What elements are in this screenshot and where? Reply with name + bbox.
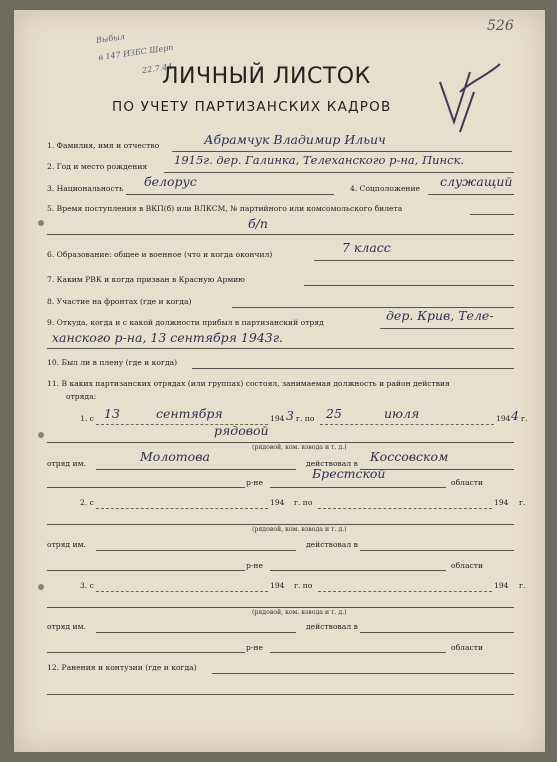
block-2-year-to: 194 xyxy=(494,498,509,507)
corner-note-line-3: 22.7.44 xyxy=(141,61,174,76)
block-1-oblast-value: Брестской xyxy=(312,466,386,481)
block-1-deistv-value: Коссовском xyxy=(370,449,449,464)
block-1-month-from: сентября xyxy=(156,406,223,421)
field-4-label: 4. Соцположение xyxy=(350,184,421,193)
field-3-value: белорус xyxy=(144,174,197,189)
block-3-deistv-label: действовал в xyxy=(306,622,358,631)
punch-hole xyxy=(38,432,44,438)
block-1-hint: (рядовой, ком. взвода и т. д.) xyxy=(252,444,347,451)
block-1-otryad-value: Молотова xyxy=(140,449,210,464)
field-6-label: 6. Образование: общее и военное (что и когда окончил) xyxy=(47,250,273,259)
field-1-value: Абрамчук Владимир Ильич xyxy=(204,132,386,147)
block-1-day-from: 13 xyxy=(104,406,120,421)
field-12-label: 12. Ранения и контузии (где и когда) xyxy=(47,663,197,672)
field-10-label: 10. Был ли в плену (где и когда) xyxy=(47,358,178,367)
page-number: 526 xyxy=(487,18,514,34)
document-page xyxy=(14,10,545,752)
corner-note-line-2: в 147 ИЗБС Шерп xyxy=(97,42,174,63)
field-6-value: 7 класс xyxy=(342,240,391,255)
block-2-index: 2. с xyxy=(80,498,94,507)
field-5-value: б/п xyxy=(248,216,268,231)
block-1-year-from-digit: 3 xyxy=(286,408,294,423)
page-title: ЛИЧНЫЙ ЛИСТОК xyxy=(162,64,371,89)
block-2-year-suffix: г. xyxy=(519,498,526,507)
punch-hole xyxy=(38,584,44,590)
block-2-hint: (рядовой, ком. взвода и т. д.) xyxy=(252,526,347,533)
corner-note-line-1: Выбыл xyxy=(95,32,126,45)
block-1-rne-label: р-не xyxy=(246,478,263,487)
block-2-po: г. по xyxy=(294,498,313,507)
field-9-value-2: ханского р-на, 13 сентября 1943г. xyxy=(52,330,284,345)
block-1-oblast-label: области xyxy=(451,478,484,487)
block-3-index: 3. с xyxy=(80,581,94,590)
block-3-otryad-label: отряд им. xyxy=(47,622,86,631)
block-2-otryad-label: отряд им. xyxy=(47,540,86,549)
block-3-po: г. по xyxy=(294,581,313,590)
block-1-day-to: 25 xyxy=(326,406,342,421)
field-8-label: 8. Участие на фронтах (где и когда) xyxy=(47,297,192,306)
page-subtitle: ПО УЧЕТУ ПАРТИЗАНСКИХ КАДРОВ xyxy=(112,99,392,115)
field-2-value: 1915г. дер. Галинка, Телеханского р-на, Пинск. xyxy=(174,153,465,167)
field-9-value-1: дер. Крив, Теле- xyxy=(386,308,494,323)
block-3-rne-label: р-не xyxy=(246,643,263,652)
block-2-oblast-label: области xyxy=(451,561,484,570)
field-9-label: 9. Откуда, когда и с какой должности прибыл в партизанский отряд xyxy=(47,318,324,327)
block-1-year-to-prefix: 194 xyxy=(496,414,511,423)
block-3-oblast-label: области xyxy=(451,643,484,652)
field-4-value: служащий xyxy=(440,174,513,189)
field-2-label: 2. Год и место рождения xyxy=(47,162,148,171)
block-2-deistv-label: действовал в xyxy=(306,540,358,549)
field-7-label: 7. Каким РВК и когда призван в Красную Армию xyxy=(47,275,245,284)
field-3-label: 3. Национальность xyxy=(47,184,124,193)
field-5-label: 5. Время поступления в ВКП(б) или ВЛКСМ, № партийного или комсомольского билета xyxy=(47,204,403,213)
block-3-year-mid: 194 xyxy=(270,581,285,590)
punch-hole xyxy=(38,220,44,226)
block-1-otryad-label: отряд им. xyxy=(47,459,86,468)
block-2-year-mid: 194 xyxy=(270,498,285,507)
pencil-mark-icon xyxy=(430,52,510,142)
field-11-label: 11. В каких партизанских отрядах (или группах) состоял, занимаемая должность и район действия xyxy=(47,379,450,388)
block-1-po: г. по xyxy=(296,414,315,423)
block-1-deistv-label: действовал в xyxy=(306,459,358,468)
block-3-hint: (рядовой, ком. взвода и т. д.) xyxy=(252,609,347,616)
block-3-year-suffix: г. xyxy=(519,581,526,590)
block-3-year-to: 194 xyxy=(494,581,509,590)
block-1-index: 1. с xyxy=(80,414,94,423)
field-1-label: 1. Фамилия, имя и отчество xyxy=(47,141,160,150)
block-1-position: рядовой xyxy=(214,423,269,438)
block-1-year-mid: 194 xyxy=(270,414,285,423)
block-1-year-suffix: г. xyxy=(521,414,528,423)
block-1-year-to-digit: 4 xyxy=(511,408,519,423)
field-11-label-2: отряда: xyxy=(66,392,97,401)
block-1-month-to: июля xyxy=(384,406,420,421)
block-2-rne-label: р-не xyxy=(246,561,263,570)
